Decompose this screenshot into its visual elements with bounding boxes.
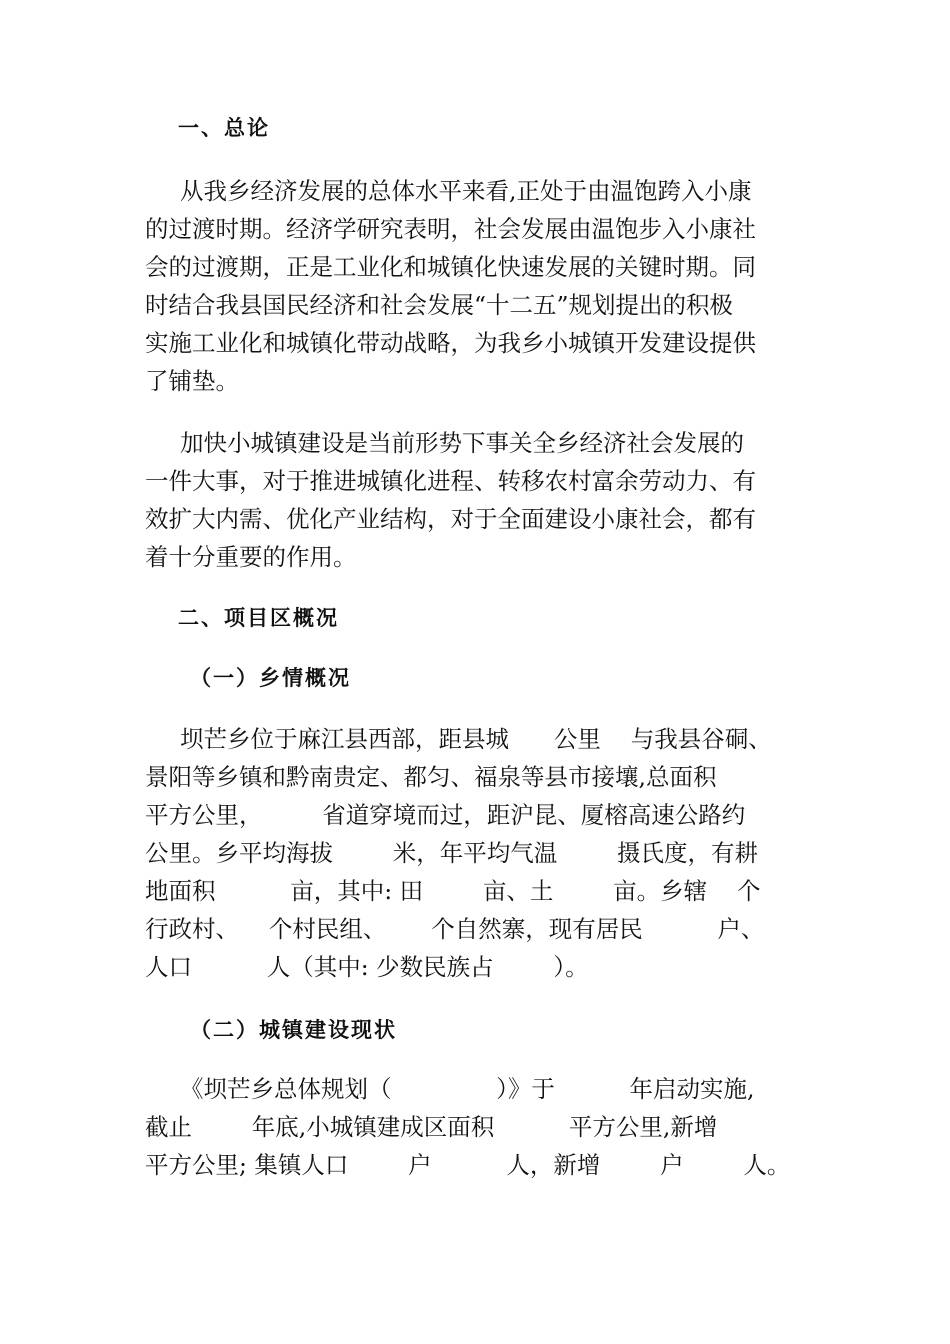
para-4-line-2: 截止 年底,小城镇建成区面积 平方公里,新增 — [145, 1113, 718, 1141]
para-3-line-5: 地面积 亩，其中: 田 亩、土 亩。乡辖 个 — [145, 877, 761, 905]
para-4-line-3: 平方公里; 集镇人口 户 人，新增 户 人。 — [145, 1151, 791, 1179]
section-2-heading: 二、项目区概况 — [178, 606, 339, 630]
para-1-line-4: 时结合我县国民经济和社会发展“十二五”规划提出的积极 — [145, 291, 734, 319]
para-3-line-3: 平方公里， 省道穿境而过，距沪昆、厦榕高速公路约 — [145, 801, 746, 829]
para-1-line-3: 会的过渡期，正是工业化和城镇化快速发展的关键时期。同 — [145, 253, 756, 281]
para-1-line-6: 了铺垫。 — [145, 367, 239, 395]
subsection-2-heading: （二）城镇建设现状 — [190, 1018, 397, 1042]
para-4-line-1: 《坝芒乡总体规划（ ）》于 年启动实施, — [180, 1075, 755, 1103]
para-2-line-1: 加快小城镇建设是当前形势下事关全乡经济社会发展的 — [180, 429, 744, 457]
para-2-line-4: 着十分重要的作用。 — [145, 543, 357, 571]
section-1-heading: 一、总论 — [178, 116, 270, 140]
subsection-1-heading: （一）乡情概况 — [190, 666, 351, 690]
para-3-line-1: 坝芒乡位于麻江县西部，距县城 公里 与我县谷硐、 — [180, 725, 772, 753]
para-3-line-7: 人口 人（其中: 少数民族占 ）。 — [145, 953, 589, 981]
para-1-line-5: 实施工业化和城镇化带动战略，为我乡小城镇开发建设提供 — [145, 329, 756, 357]
para-2-line-3: 效扩大内需、优化产业结构，对于全面建设小康社会，都有 — [145, 505, 756, 533]
para-3-line-4: 公里。乡平均海拔 米，年平均气温 摄氏度，有耕 — [145, 839, 759, 867]
para-3-line-6: 行政村、 个村民组、 个自然寨，现有居民 户、 — [145, 915, 765, 943]
para-1-line-2: 的过渡时期。经济学研究表明，社会发展由温饱步入小康社 — [145, 215, 756, 243]
para-1-line-1: 从我乡经济发展的总体水平来看,正处于由温饱跨入小康 — [180, 177, 752, 205]
para-3-line-2: 景阳等乡镇和黔南贵定、都匀、福泉等县市接壤,总面积 — [145, 763, 717, 791]
para-2-line-2: 一件大事，对于推进城镇化进程、转移农村富余劳动力、有 — [145, 467, 756, 495]
